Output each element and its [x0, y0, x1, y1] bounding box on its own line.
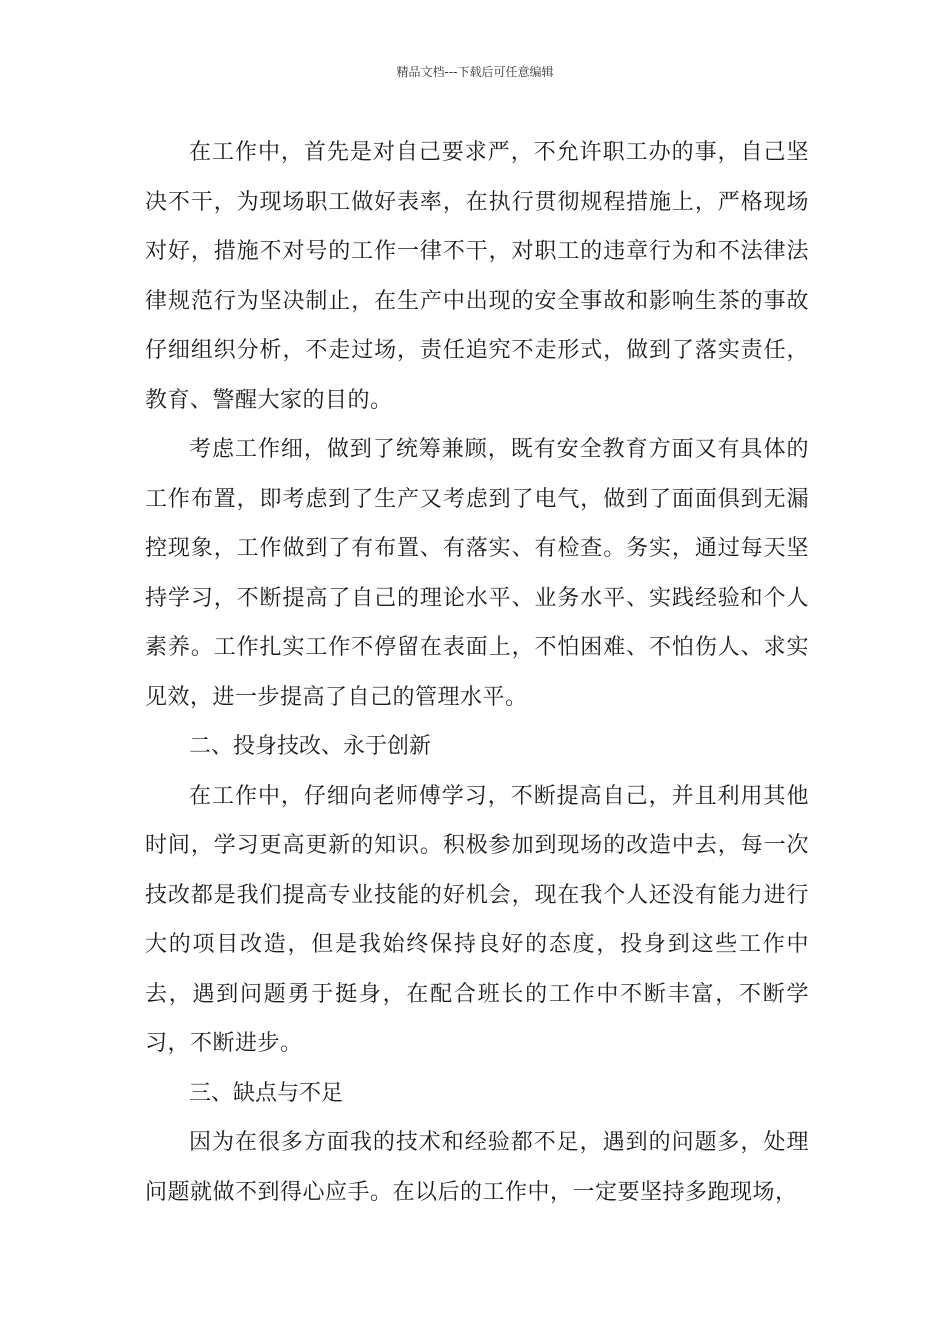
paragraph-4: 因为在很多方面我的技术和经验都不足，遇到的问题多，处理问题就做不到得心应手。在以后的工作中，一定要坚持多跑现场， [145, 1130, 809, 1205]
section-heading-3: 三、缺点与不足 [189, 1080, 344, 1106]
page-header: 精品文档---下载后可任意编辑 [396, 65, 554, 79]
paragraph-3: 在工作中，仔细向老师傅学习，不断提高自己，并且利用其他时间，学习更高更新的知识。积极参加到现场的改造中去，每一次技改都是我们提高专业技能的好机会，现在我个人还没有能力进行大的项目改造，但是我始终保持良好的态度，投身到这些工作中去，遇到问题勇于挺身，在配合班长的工作中不断丰富，不断学习，不断进步。 [145, 783, 809, 1056]
section-heading-2: 二、投身技改、永于创新 [189, 734, 432, 759]
document-body [145, 128, 809, 1217]
paragraph-2: 考虑工作细，做到了统筹兼顾，既有安全教育方面又有具体的工作布置，即考虑到了生产又考虑到了电气，做到了面面俱到无漏控现象，工作做到了有布置、有落实、有检查。务实，通过每天坚持学习，不断提高了自己的理论水平、业务水平、实践经验和个人素养。工作扎实工作不停留在表面上，不怕困难、不怕伤人、求实见效，进一步提高了自己的管理水平。 [145, 437, 809, 710]
paragraph-1: 在工作中，首先是对自己要求严，不允许职工办的事，自己坚决不干，为现场职工做好表率，在执行贯彻规程措施上，严格现场对好，措施不对号的工作一律不干，对职工的违章行为和不法律法律规范行为坚决制止，在生产中出现的安全事故和影响生茶的事故仔细组织分析，不走过场，责任追究不走形式，做到了落实责任，教育、警醒大家的目的。 [145, 140, 809, 413]
